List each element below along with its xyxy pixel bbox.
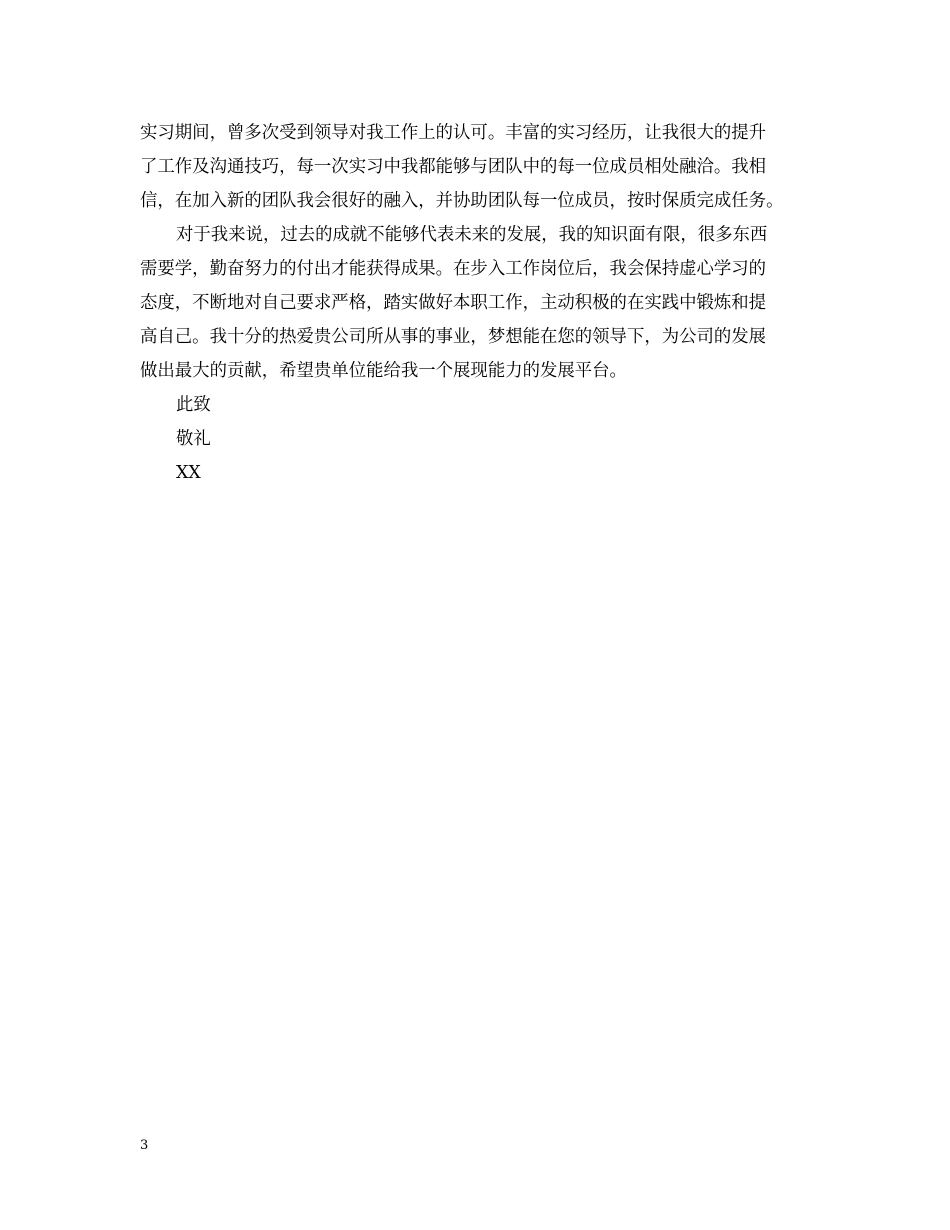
closing-salutation: 此致 bbox=[176, 395, 211, 415]
paragraph-line: 实习期间，曾多次受到领导对我工作上的认可。丰富的实习经历，让我很大的提升 bbox=[140, 123, 767, 143]
paragraph-line: 信，在加入新的团队我会很好的融入，并协助团队每一位成员，按时保质完成任务。 bbox=[140, 191, 784, 211]
paragraph-outlook bbox=[140, 218, 820, 388]
closing-regards: 敬礼 bbox=[176, 429, 211, 449]
paragraph-internship bbox=[140, 116, 820, 218]
letter-body bbox=[140, 116, 820, 490]
paragraph-line: 态度，不断地对自己要求严格，踏实做好本职工作，主动积极的在实践中锻炼和提 bbox=[140, 293, 767, 313]
paragraph-line: 对于我来说，过去的成就不能够代表未来的发展，我的知识面有限，很多东西 bbox=[176, 225, 768, 245]
page-number: 3 bbox=[140, 1138, 149, 1153]
paragraph-line: 需要学，勤奋努力的付出才能获得成果。在步入工作岗位后，我会保持虚心学习的 bbox=[140, 259, 767, 279]
paragraph-line: 高自己。我十分的热爱贵公司所从事的事业，梦想能在您的领导下，为公司的发展 bbox=[140, 327, 767, 347]
paragraph-line: 做出最大的贡献，希望贵单位能给我一个展现能力的发展平台。 bbox=[140, 361, 627, 381]
paragraph-line: 了工作及沟通技巧，每一次实习中我都能够与团队中的每一位成员相处融洽。我相 bbox=[140, 157, 767, 177]
signature: XX bbox=[176, 463, 201, 483]
closing-block bbox=[140, 388, 820, 490]
